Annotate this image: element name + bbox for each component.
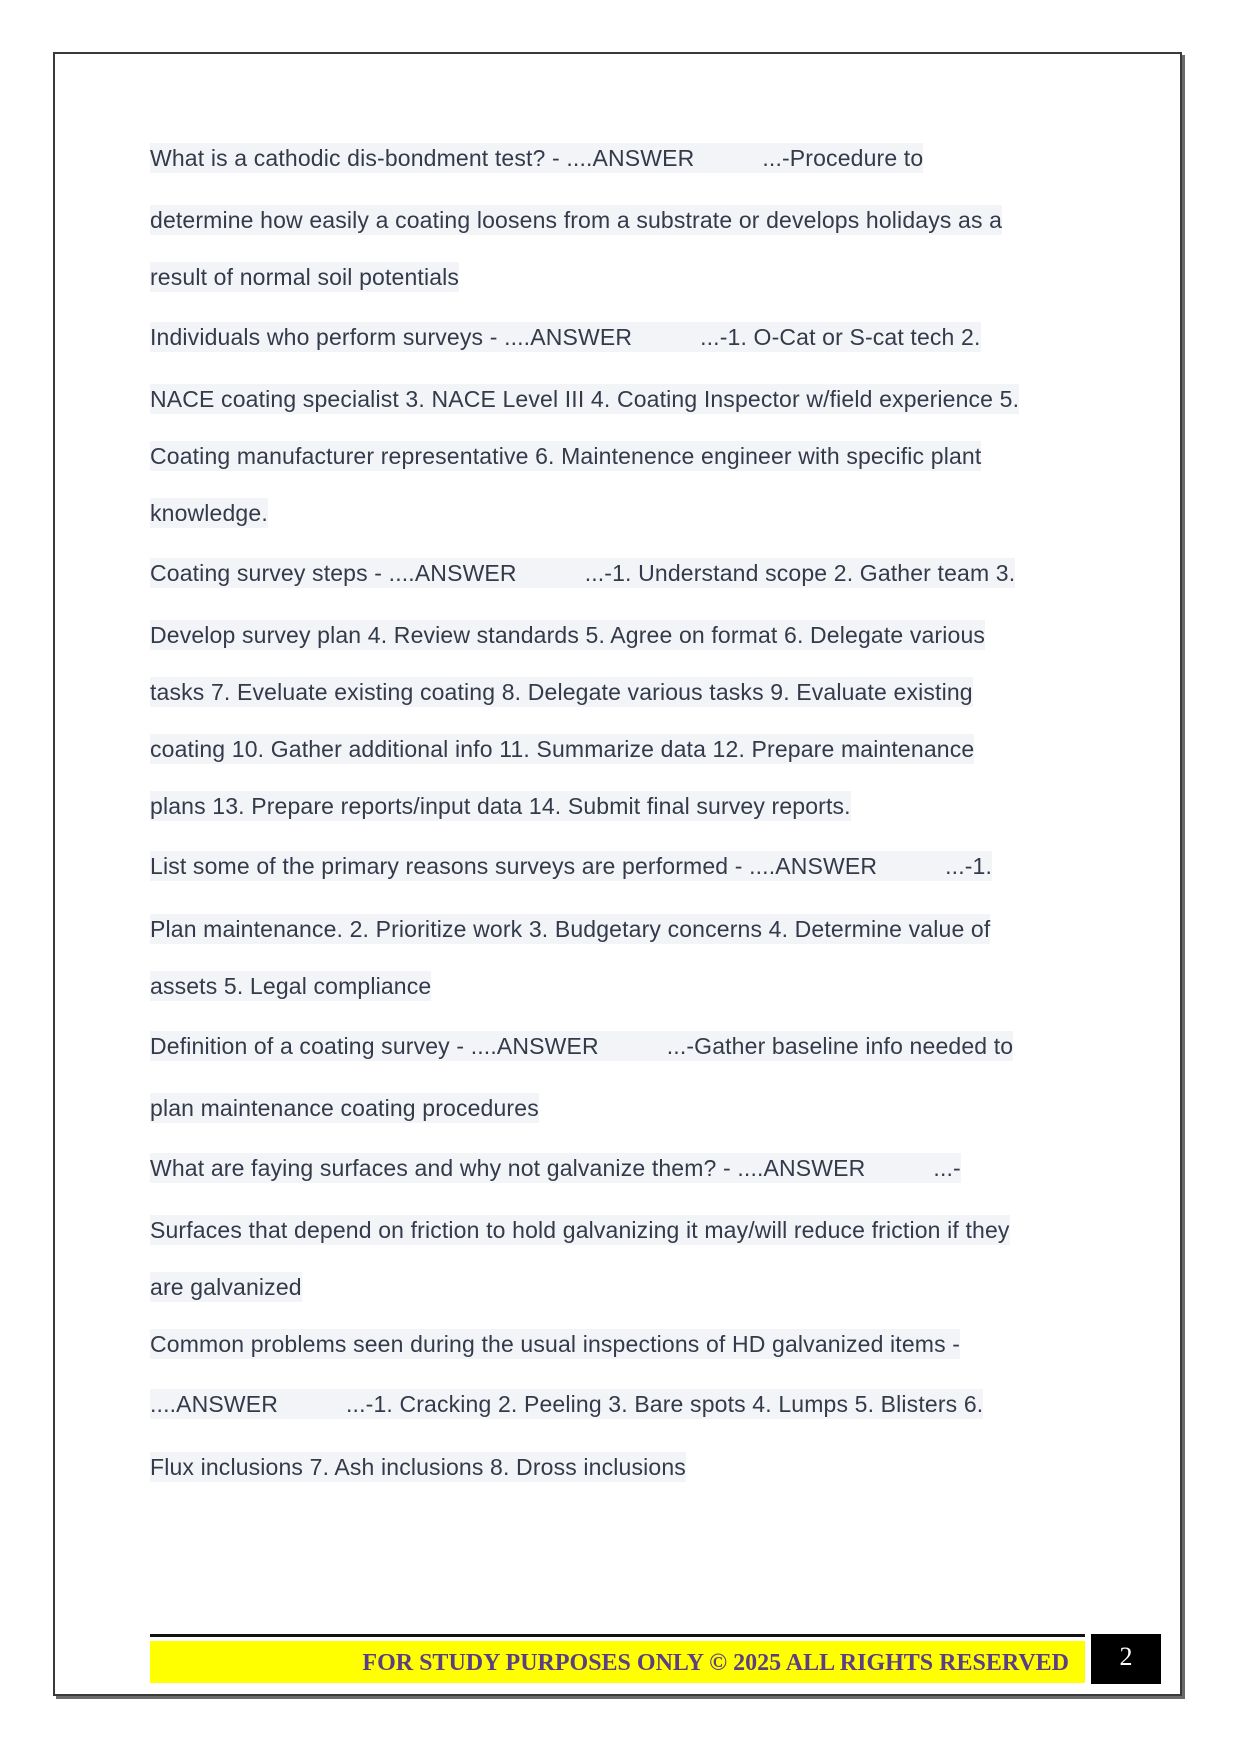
text-line: Definition of a coating survey - ....ANSWER ...-Gather baseline info needed to [150,1033,1014,1059]
page-number: 2 [1091,1634,1161,1684]
text-line: result of normal soil potentials [150,264,460,290]
text-line: determine how easily a coating loosens from a substrate or develops holidays as a [150,207,1003,233]
text-line: What are faying surfaces and why not galvanize them? - ....ANSWER ...- [150,1155,961,1181]
text-line: List some of the primary reasons surveys are performed - ....ANSWER ...-1. [150,853,993,879]
text-line: plans 13. Prepare reports/input data 14. Submit final survey reports. [150,793,851,819]
text-line: knowledge. [150,500,268,526]
text-line: ....ANSWER ...-1. Cracking 2. Peeling 3. Bare spots 4. Lumps 5. Blisters 6. [150,1391,984,1417]
text-line: tasks 7. Eveluate existing coating 8. Delegate various tasks 9. Evaluate existing [150,679,973,705]
text-line: Plan maintenance. 2. Prioritize work 3. Budgetary concerns 4. Determine value of [150,916,991,942]
text-line: coating 10. Gather additional info 11. Summarize data 12. Prepare maintenance [150,736,975,762]
text-line: plan maintenance coating procedures [150,1095,539,1121]
text-line: Flux inclusions 7. Ash inclusions 8. Dross inclusions [150,1454,686,1480]
text-line: assets 5. Legal compliance [150,973,432,999]
text-line: What is a cathodic dis-bondment test? - ....ANSWER ...-Procedure to [150,145,924,171]
text-line: Common problems seen during the usual inspections of HD galvanized items - [150,1331,961,1357]
footer-notice: FOR STUDY PURPOSES ONLY © 2025 ALL RIGHTS RESERVED [150,1641,1085,1683]
text-line: are galvanized [150,1274,302,1300]
footer-rule [150,1634,1085,1637]
text-line: NACE coating specialist 3. NACE Level III 4. Coating Inspector w/field experience 5. [150,386,1020,412]
text-line: Surfaces that depend on friction to hold galvanizing it may/will reduce friction if they [150,1217,1010,1243]
text-line: Coating survey steps - ....ANSWER ...-1. Understand scope 2. Gather team 3. [150,560,1016,586]
text-line: Develop survey plan 4. Review standards 5. Agree on format 6. Delegate various [150,622,986,648]
text-line: Coating manufacturer representative 6. Maintenence engineer with specific plant [150,443,982,469]
text-line: Individuals who perform surveys - ....ANSWER ...-1. O-Cat or S-cat tech 2. [150,324,981,350]
